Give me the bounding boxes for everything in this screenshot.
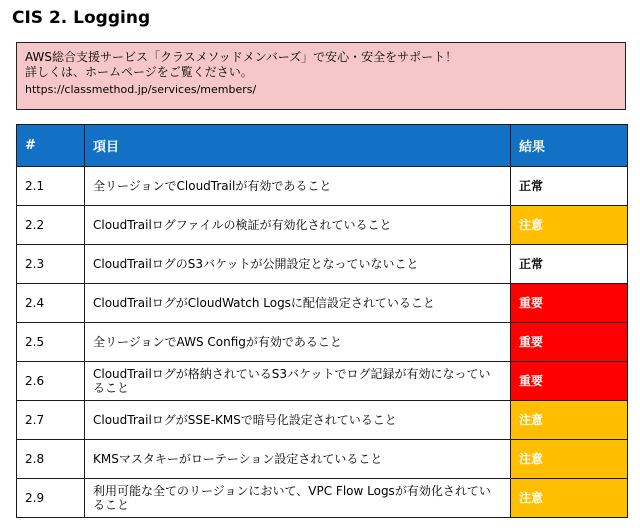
table-row bbox=[17, 362, 628, 401]
row-number: 2.1 bbox=[17, 167, 85, 206]
row-item: KMSマスタキーがローテーション設定されていること bbox=[85, 440, 511, 479]
table-row bbox=[17, 167, 628, 206]
row-item: 利用可能な全てのリージョンにおいて、VPC Flow Logsが有効化されていること bbox=[85, 479, 511, 518]
row-item: CloudTrailログのS3バケットが公開設定となっていないこと bbox=[85, 245, 511, 284]
row-result: 重要 bbox=[511, 284, 628, 323]
table-row bbox=[17, 245, 628, 284]
row-item: 全リージョンでCloudTrailが有効であること bbox=[85, 167, 511, 206]
row-result: 注意 bbox=[511, 206, 628, 245]
row-number: 2.2 bbox=[17, 206, 85, 245]
row-number: 2.9 bbox=[17, 479, 85, 518]
header-item: 項目 bbox=[85, 125, 511, 167]
row-result: 正常 bbox=[511, 245, 628, 284]
row-result: 注意 bbox=[511, 479, 628, 518]
cis-logging-table bbox=[16, 124, 628, 518]
page-title: CIS 2. Logging bbox=[12, 8, 151, 28]
row-number: 2.8 bbox=[17, 440, 85, 479]
row-item: 全リージョンでAWS Configが有効であること bbox=[85, 323, 511, 362]
table-row bbox=[17, 479, 628, 518]
row-number: 2.5 bbox=[17, 323, 85, 362]
row-item: CloudTrailログがSSE-KMSで暗号化設定されていること bbox=[85, 401, 511, 440]
row-item: CloudTrailログが格納されているS3バケットでログ記録が有効になっていること bbox=[85, 362, 511, 401]
table-header-row bbox=[17, 125, 628, 167]
header-num: # bbox=[17, 125, 85, 167]
row-result: 注意 bbox=[511, 401, 628, 440]
promo-banner bbox=[16, 42, 626, 110]
row-item: CloudTrailログファイルの検証が有効化されていること bbox=[85, 206, 511, 245]
row-number: 2.6 bbox=[17, 362, 85, 401]
row-result: 重要 bbox=[511, 323, 628, 362]
banner-url[interactable]: https://classmethod.jp/services/members/ bbox=[25, 83, 257, 96]
table-row bbox=[17, 284, 628, 323]
row-result: 重要 bbox=[511, 362, 628, 401]
row-result: 注意 bbox=[511, 440, 628, 479]
table-row bbox=[17, 206, 628, 245]
table-row bbox=[17, 440, 628, 479]
row-number: 2.3 bbox=[17, 245, 85, 284]
banner-line-2: 詳しくは、ホームページをご覧ください。 bbox=[25, 65, 253, 79]
banner-line-1: AWS総合支援サービス「クラスメソッドメンバーズ」で安心・安全をサポート！ bbox=[25, 50, 458, 64]
row-result: 正常 bbox=[511, 167, 628, 206]
row-number: 2.4 bbox=[17, 284, 85, 323]
table-row bbox=[17, 401, 628, 440]
table-body bbox=[17, 167, 628, 518]
row-item: CloudTrailログがCloudWatch Logsに配信設定されていること bbox=[85, 284, 511, 323]
row-number: 2.7 bbox=[17, 401, 85, 440]
table-row bbox=[17, 323, 628, 362]
header-result: 結果 bbox=[511, 125, 628, 167]
